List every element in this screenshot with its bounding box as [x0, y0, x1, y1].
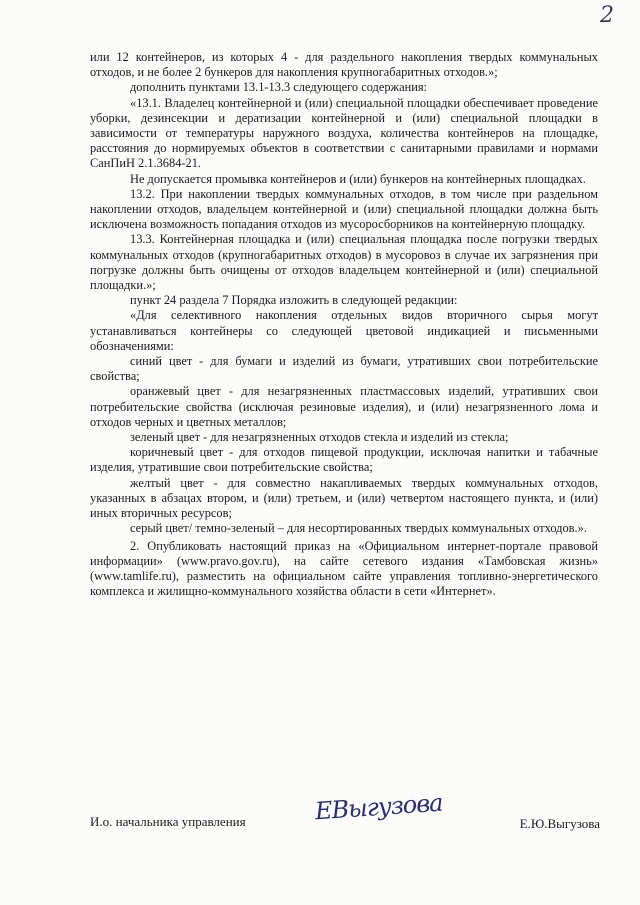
paragraph: «13.1. Владелец контейнерной и (или) специальной площадки обеспечивает проведение уборки, дезинсекции и дератизации контейнерной и (или) специальной площадки в зависимости от температуры наружного воздуха, количества контейнеров на площадке, расстояния до нормируемых объектов в соответствии с санитарными правилами и нормами СанПиН 2.1.3684-21. [90, 95, 598, 171]
paragraph: зеленый цвет - для незагрязненных отходов стекла и изделий из стекла; [130, 430, 509, 445]
signature-block [90, 788, 600, 848]
document-body [90, 50, 598, 599]
paragraph: синий цвет - для бумаги и изделий из бумаги, утративших свои потребительские свойства; [90, 354, 598, 384]
paragraph: коричневый цвет - для отходов пищевой продукции, исключая напитки и табачные изделия, утратившие свои потребительские свойства; [90, 445, 598, 475]
paragraph: 2. Опубликовать настоящий приказ на «Официальном интернет-портале правовой информации» (www.pravo.gov.ru), на сайте сетевого издания «Тамбовская жизнь» (www.tamlife.ru), разместить на официальном сайте управления топливно-энергетического комплекса и жилищно-коммунального хозяйства области в сети «Интернет». [90, 538, 598, 599]
page-number: 2 [600, 3, 614, 28]
paragraph: «Для селективного накопления отдельных видов вторичного сырья могут устанавливаться контейнеры со следующей цветовой индикацией и письменными обозначениями: [90, 308, 598, 353]
paragraph: желтый цвет - для совместно накапливаемых твердых коммунальных отходов, указанных в абзацах втором, и (или) третьем, и (или) четвертом настоящего пункта, и (или) иных вторичных ресурсов; [90, 475, 598, 521]
paragraph: дополнить пунктами 13.1-13.3 следующего содержания: [130, 80, 427, 95]
paragraph: пункт 24 раздела 7 Порядка изложить в следующей редакции: [130, 293, 458, 308]
signatory-title: И.о. начальника управления [90, 814, 246, 829]
handwritten-signature: ЕВыгузова [314, 788, 444, 826]
signatory-name: Е.Ю.Выгузова [519, 816, 600, 831]
paragraph: 13.2. При накоплении твердых коммунальных отходов, в том числе при раздельном накоплении отходов, владельцем контейнерной и (или) специальной площадки должна быть исключена возможность попадания отходов из мусоросборников на контейнерную площадку. [90, 186, 598, 232]
paragraph: Не допускается промывка контейнеров и (или) бункеров на контейнерных площадках. [130, 171, 586, 186]
paragraph: серый цвет/ темно-зеленый – для несортированных твердых коммунальных отходов.». [130, 521, 587, 536]
paragraph: или 12 контейнеров, из которых 4 - для раздельного накопления твердых коммунальных отходов, и не более 2 бункеров для накопления крупногабаритных отходов.»; [90, 50, 598, 80]
paragraph: оранжевый цвет - для незагрязненных пластмассовых изделий, утративших свои потребительские свойства (исключая резиновые изделия), и (или) незагрязненного лома и отходов черных и цветных металлов; [90, 384, 598, 429]
paragraph: 13.3. Контейнерная площадка и (или) специальная площадка после погрузки твердых коммунальных отходов (крупногабаритных отходов) в мусоровоз в случае их загрязнения при погрузке должны быть очищены от отходов владельцем контейнерной и (или) специальной площадки.»; [90, 232, 598, 293]
